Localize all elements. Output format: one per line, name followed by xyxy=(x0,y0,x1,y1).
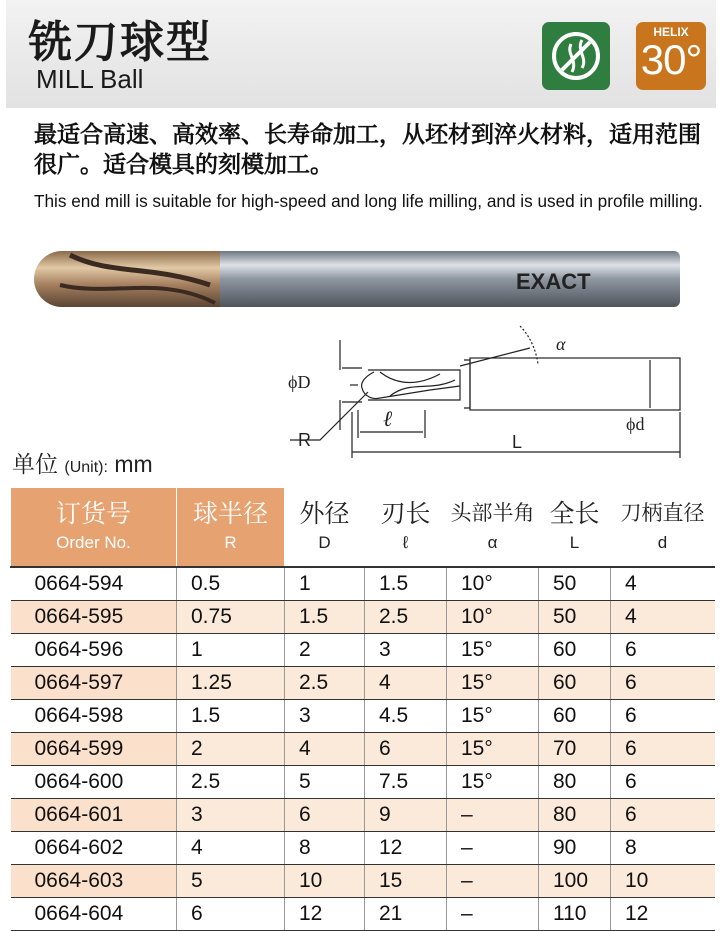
table-cell: 4 xyxy=(611,567,715,601)
table-cell: 50 xyxy=(539,601,611,634)
table-cell: 100 xyxy=(539,865,611,898)
table-cell: 15° xyxy=(447,733,539,766)
table-cell: 50 xyxy=(539,567,611,601)
table-cell: 0664-602 xyxy=(11,832,177,865)
end-mill-photo xyxy=(30,245,690,313)
table-cell: 15° xyxy=(447,766,539,799)
helix-angle-badge xyxy=(636,22,706,90)
table-cell: 60 xyxy=(539,634,611,667)
table-cell: 1 xyxy=(285,567,365,601)
page-title-cn: 铣刀球型 xyxy=(28,17,212,68)
table-cell: 12 xyxy=(285,898,365,931)
table-row xyxy=(11,766,715,799)
col-outer-diameter: 外径 D xyxy=(285,488,365,568)
table-row xyxy=(11,601,715,634)
table-cell: 3 xyxy=(285,700,365,733)
table-row xyxy=(11,832,715,865)
table-cell: 0664-598 xyxy=(11,700,177,733)
table-cell: 1 xyxy=(177,634,285,667)
col-overall-length: 全长 L xyxy=(539,488,611,568)
table-cell: 6 xyxy=(365,733,447,766)
col-half-angle: 头部半角 α xyxy=(447,488,539,568)
table-cell: 6 xyxy=(177,898,285,931)
table-cell: 10° xyxy=(447,601,539,634)
table-cell: 6 xyxy=(285,799,365,832)
table-cell: 10° xyxy=(447,567,539,601)
table-cell: 4 xyxy=(177,832,285,865)
table-cell: 4 xyxy=(285,733,365,766)
table-cell: 60 xyxy=(539,700,611,733)
diagram-R: R xyxy=(298,430,311,450)
table-cell: 5 xyxy=(285,766,365,799)
table-cell: 0.5 xyxy=(177,567,285,601)
table-row xyxy=(11,667,715,700)
col-order-no: 订货号 Order No. xyxy=(11,488,177,568)
table-cell: 6 xyxy=(611,733,715,766)
table-row xyxy=(11,799,715,832)
table-cell: 110 xyxy=(539,898,611,931)
spec-table xyxy=(10,487,715,931)
table-header-row xyxy=(11,488,715,568)
table-cell: 2 xyxy=(285,634,365,667)
table-cell: 15 xyxy=(365,865,447,898)
table-cell: 1.5 xyxy=(177,700,285,733)
table-cell: 2.5 xyxy=(365,601,447,634)
table-cell: 0664-600 xyxy=(11,766,177,799)
table-cell: 7.5 xyxy=(365,766,447,799)
table-cell: 6 xyxy=(611,667,715,700)
helix-label: HELIX xyxy=(653,25,689,39)
table-cell: 1.5 xyxy=(285,601,365,634)
table-row xyxy=(11,567,715,601)
table-cell: 8 xyxy=(285,832,365,865)
table-cell: 4 xyxy=(611,601,715,634)
table-cell: 0664-601 xyxy=(11,799,177,832)
diagram-alpha: α xyxy=(556,334,566,354)
brand-mark: EXACT xyxy=(516,269,591,294)
table-cell: 3 xyxy=(177,799,285,832)
table-cell: 6 xyxy=(611,799,715,832)
table-cell: 5 xyxy=(177,865,285,898)
table-cell: 6 xyxy=(611,766,715,799)
table-cell: 10 xyxy=(285,865,365,898)
table-cell: 0664-595 xyxy=(11,601,177,634)
col-flute-length: 刃长 ℓ xyxy=(365,488,447,568)
table-cell: 0664-596 xyxy=(11,634,177,667)
table-cell: – xyxy=(447,799,539,832)
table-cell: – xyxy=(447,832,539,865)
page-title-en: MILL Ball xyxy=(36,64,144,94)
table-row xyxy=(11,700,715,733)
diagram-ell: ℓ xyxy=(383,406,393,431)
table-cell: 15° xyxy=(447,700,539,733)
table-cell: 15° xyxy=(447,634,539,667)
table-cell: 0.75 xyxy=(177,601,285,634)
table-row xyxy=(11,733,715,766)
table-cell: 90 xyxy=(539,832,611,865)
table-row xyxy=(11,634,715,667)
table-cell: 70 xyxy=(539,733,611,766)
table-cell: – xyxy=(447,865,539,898)
unit-label xyxy=(12,446,153,479)
unit-prefix: 单位 xyxy=(12,451,58,477)
helix-value: 30° xyxy=(640,36,702,83)
table-cell: 0664-597 xyxy=(11,667,177,700)
unit-en: (Unit): xyxy=(64,459,108,476)
table-row xyxy=(11,865,715,898)
table-cell: 0664-594 xyxy=(11,567,177,601)
description-cn: 最适合高速、高效率、长寿命加工，从坯材到淬火材料，适用范围很广。适合模具的刻模加工。 xyxy=(34,122,701,178)
table-cell: 3 xyxy=(365,634,447,667)
diagram-phiD: ϕD xyxy=(288,372,311,392)
table-cell: 12 xyxy=(365,832,447,865)
table-cell: 0664-604 xyxy=(11,898,177,931)
table-cell: 2 xyxy=(177,733,285,766)
ball-tool-icon xyxy=(542,22,610,90)
table-cell: 80 xyxy=(539,766,611,799)
table-cell: – xyxy=(447,898,539,931)
table-row xyxy=(11,898,715,931)
table-cell: 15° xyxy=(447,667,539,700)
table-cell: 2.5 xyxy=(177,766,285,799)
col-ball-radius: 球半径 R xyxy=(177,488,285,568)
table-cell: 8 xyxy=(611,832,715,865)
table-cell: 1.25 xyxy=(177,667,285,700)
table-body xyxy=(11,567,715,931)
table-cell: 0664-599 xyxy=(11,733,177,766)
table-cell: 21 xyxy=(365,898,447,931)
table-cell: 1.5 xyxy=(365,567,447,601)
dimension-diagram xyxy=(280,320,700,470)
table-cell: 10 xyxy=(611,865,715,898)
table-cell: 80 xyxy=(539,799,611,832)
table-cell: 12 xyxy=(611,898,715,931)
col-shank-diameter: 刀柄直径 d xyxy=(611,488,715,568)
table-cell: 6 xyxy=(611,634,715,667)
table-cell: 9 xyxy=(365,799,447,832)
unit-value: mm xyxy=(114,451,153,477)
table-cell: 4 xyxy=(365,667,447,700)
table-cell: 4.5 xyxy=(365,700,447,733)
table-cell: 60 xyxy=(539,667,611,700)
diagram-L: L xyxy=(512,432,523,452)
table-cell: 0664-603 xyxy=(11,865,177,898)
table-cell: 6 xyxy=(611,700,715,733)
description-en: This end mill is suitable for high-speed and long life milling, and is used in profile milling. xyxy=(34,191,703,211)
table-cell: 2.5 xyxy=(285,667,365,700)
diagram-phid: ϕd xyxy=(626,414,645,434)
